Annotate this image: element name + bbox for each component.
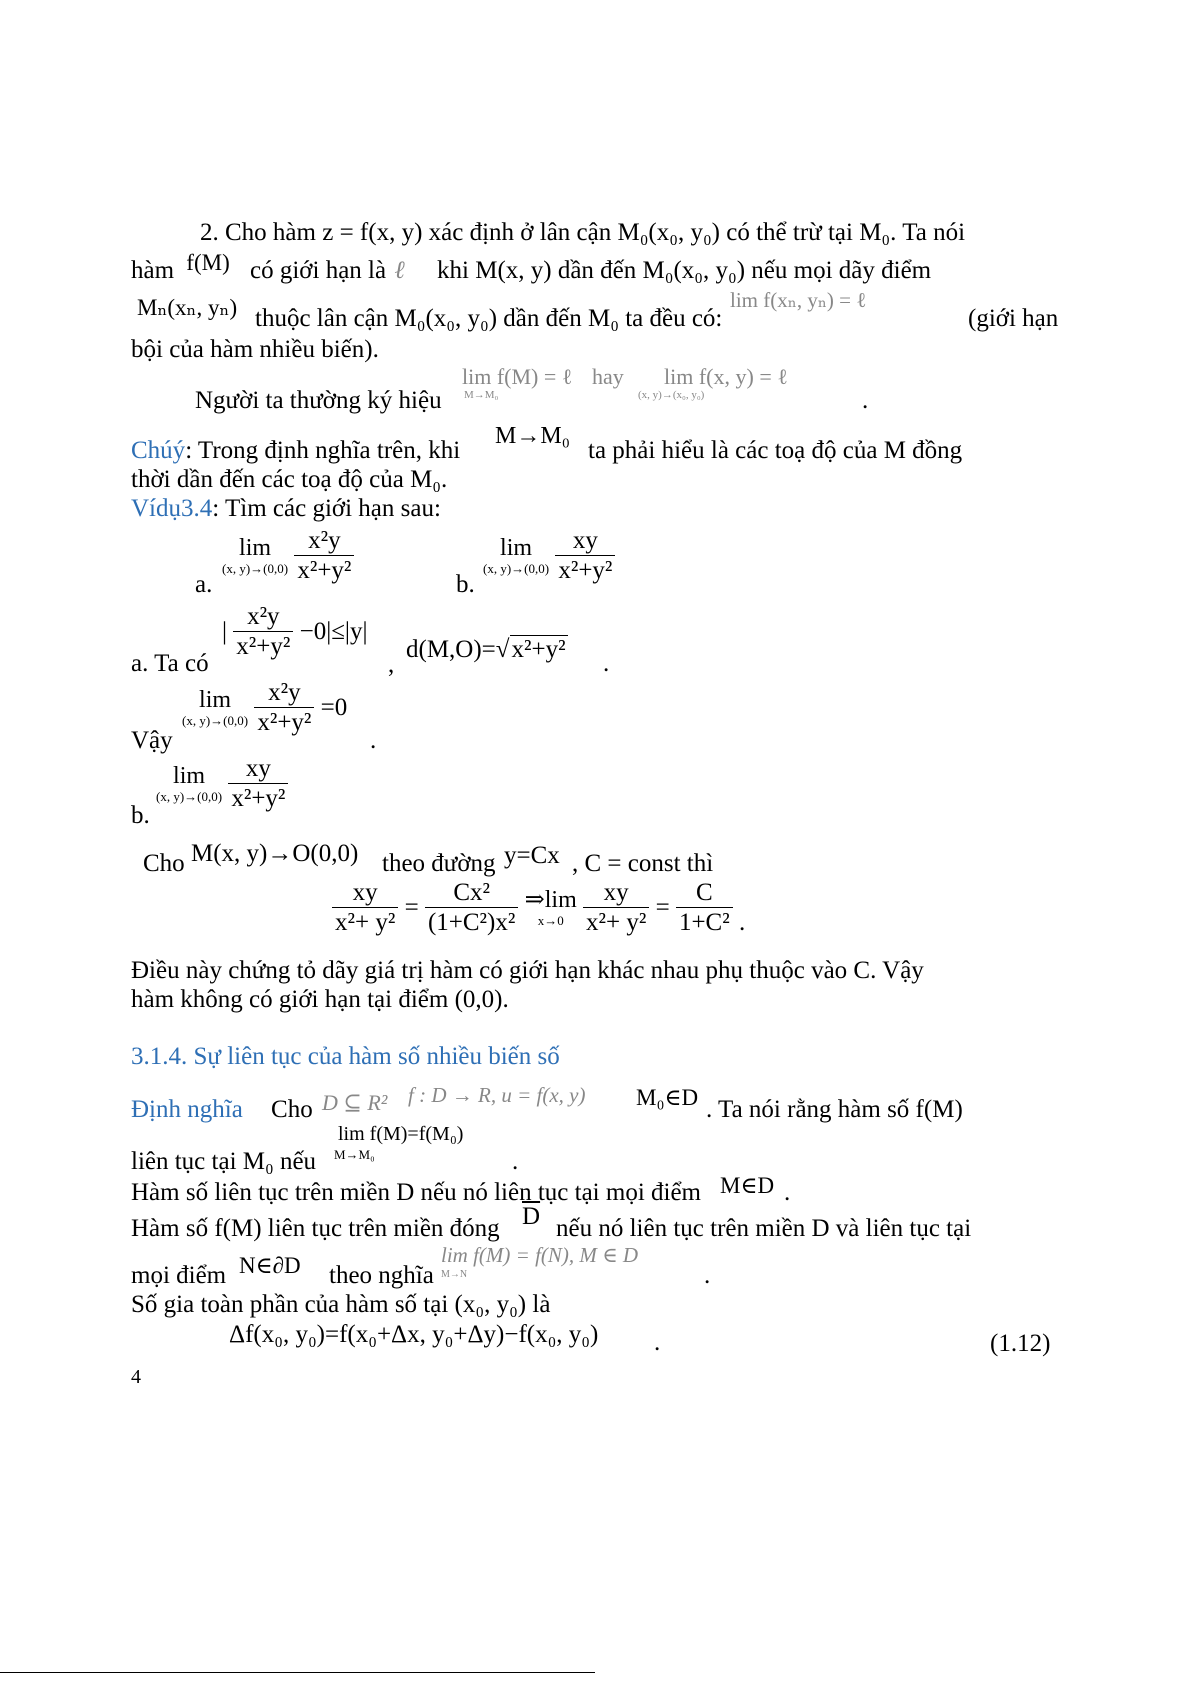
line3-dot: . <box>784 1179 791 1206</box>
lim-under: (x, y)→(0,0) <box>222 561 289 576</box>
denominator: x²+ y² <box>586 909 647 936</box>
denominator: x²+y² <box>297 557 352 584</box>
footer-rule <box>0 1672 595 1673</box>
vidu-label: Vídụ3.4 <box>131 495 213 522</box>
definition-line-1 <box>131 1097 313 1122</box>
ell-symbol: ℓ <box>394 257 405 284</box>
example-b-label: b. <box>456 571 475 598</box>
sqrt-content: x²+y² <box>511 636 566 663</box>
limit-operator <box>156 764 222 803</box>
conclusion-line-1: Điều này chứng tỏ dãy giá trị hàm có giới hạn khác nhau phụ thuộc vào C. Vậy <box>131 957 924 984</box>
implies-lim: ⇒lim <box>524 887 577 913</box>
sol-a-text: a. Ta có <box>131 650 209 677</box>
numerator: C <box>676 880 733 908</box>
notation-dot: . <box>862 387 869 414</box>
text: có giới hạn là <box>249 257 387 284</box>
domain-expr: D ⊆ R² <box>322 1090 388 1115</box>
notation-hay: hay <box>592 364 624 389</box>
notation-expr2: lim f(x, y) = ℓ <box>664 364 788 389</box>
example-a-expr <box>222 528 354 583</box>
abs-tail: −0|≤|y| <box>299 618 368 645</box>
seq-limit-expr: lim f(xₙ, yₙ) = ℓ <box>730 288 867 312</box>
vay-dot: . <box>370 727 377 754</box>
denominator: (1+C²)x² <box>427 909 516 936</box>
lim-word: lim <box>239 535 272 561</box>
limit-operator <box>483 536 549 575</box>
text: khi M(x, y) dần đến M₀(x₀, y₀) nếu mọi dãy điểm <box>437 257 932 284</box>
limit-operator <box>182 688 248 727</box>
line3-point: M∈D <box>720 1173 775 1198</box>
conclusion-line-2: hàm không có giới hạn tại điểm (0,0). <box>131 986 509 1013</box>
lim-under: x→0 <box>537 913 564 928</box>
fraction <box>233 604 293 659</box>
fraction <box>676 880 733 935</box>
lim-word: lim <box>199 687 232 713</box>
fraction <box>332 880 398 935</box>
cho-text: Cho <box>143 850 185 877</box>
equation-number: (1.12) <box>990 1330 1051 1357</box>
text: : Trong định nghĩa trên, khi <box>185 437 461 464</box>
fraction <box>294 528 354 583</box>
para-line-3-tail: (giới hạn <box>968 305 1059 332</box>
f-of-m: f(M) <box>186 250 230 275</box>
vidu-line <box>131 496 441 521</box>
lim-under: (x, y)→(0,0) <box>156 789 223 804</box>
chu-y-expr: M→M₀ <box>495 423 571 449</box>
sol-a-abs: | $\frac{\text{x²y}}{\text{x²+y²}}$ −0|≤|y| <box>222 603 368 660</box>
denominator: x²+ y² <box>335 909 396 936</box>
section-title: 3.1.4. Sự liên tục của hàm số nhiều biến số <box>131 1043 560 1070</box>
vay-expr <box>182 680 347 735</box>
definition-line-4-a: Hàm số f(M) liên tục trên miền đóng <box>131 1215 500 1242</box>
sequence-mn: Mₙ(xₙ, yₙ) <box>137 295 238 320</box>
para-line-4: bội của hàm nhiều biến). <box>131 336 379 363</box>
distance-formula: d(M,O)=√x²+y² <box>406 636 566 663</box>
increment-formula: Δf(x₀, y₀)=f(x₀+Δx, y₀+Δy)−f(x₀, y₀) <box>229 1321 599 1348</box>
fraction <box>583 880 649 935</box>
limit-operator <box>525 888 577 927</box>
denominator: x²+y² <box>257 709 312 736</box>
numerator: x²y <box>294 528 354 556</box>
denominator: x²+y² <box>231 785 286 812</box>
fraction <box>254 680 314 735</box>
fraction <box>228 756 288 811</box>
distance-lhs: d(M,O)= <box>406 636 496 663</box>
numerator: xy <box>583 880 649 908</box>
example-b-expr <box>483 528 615 583</box>
cont-limit-under: M→M₀ <box>334 1147 375 1162</box>
lim-word: lim <box>500 535 533 561</box>
line5-dot: . <box>704 1262 711 1289</box>
denominator: 1+C² <box>678 909 730 936</box>
formula-dot: . <box>654 1329 661 1356</box>
definition-line-6: Số gia toàn phần của hàm số tại (x₀, y₀) là <box>131 1291 551 1318</box>
const-text: , C = const thì <box>572 850 714 877</box>
numerator: xy <box>332 880 398 908</box>
example-a-label: a. <box>195 571 213 598</box>
definition-line-5-b: theo nghĩa <box>329 1262 434 1289</box>
definition-line-2-dot: . <box>512 1148 519 1175</box>
definition-line-2: liên tục tại M₀ nếu <box>131 1148 317 1175</box>
chu-y-line-1 <box>131 438 460 463</box>
numerator: xy <box>555 528 615 556</box>
closed-domain: $\overline{D}$ <box>522 1203 541 1230</box>
denominator: x²+y² <box>558 557 613 584</box>
para-line-2 <box>131 250 932 284</box>
chu-y-text-b: ta phải hiểu là các toạ độ của M đồng <box>588 437 963 464</box>
definition-tail: . Ta nói rằng hàm số f(M) <box>706 1096 963 1123</box>
limit-operator <box>222 536 288 575</box>
definition-label: Định nghĩa <box>131 1096 243 1123</box>
numerator: xy <box>228 756 288 784</box>
definition-line-5-a: mọi điểm <box>131 1262 227 1289</box>
notation-expr1-under: M→M₀ <box>464 389 499 401</box>
text: Cho <box>271 1096 313 1123</box>
para-line-3: thuộc lân cận M₀(x₀, y₀) dần đến M₀ ta đều có: <box>255 305 723 332</box>
point-expr: M₀∈D <box>636 1085 699 1110</box>
sol-a-dot: . <box>603 650 610 677</box>
numerator: x²y <box>254 680 314 708</box>
lim-word: lim <box>173 763 206 789</box>
notation-expr1: lim f(M) = ℓ <box>462 364 573 389</box>
path-expr: M(x, y)→O(0,0) <box>191 840 359 867</box>
lim-under: (x, y)→(0,0) <box>483 561 550 576</box>
sol-a-comma: , <box>388 651 395 678</box>
equals-zero: =0 <box>320 694 348 721</box>
line-expr: y=Cx <box>504 842 560 869</box>
path-computation: $\frac{xy}{\text{x²+ y²}}$ = $\frac{\text{Cx²}}{\text{(1+C²)x²}}$ ⇒lim x→0 $\frac{xy}{\text{x²+ y²}}$ = $\frac{C}{\text{1+C²}}$ . <box>332 880 745 935</box>
para-line-1: 2. Cho hàm z = f(x, y) xác định ở lân cận M₀(x₀, y₀) có thể trừ tại M₀. Ta nói <box>200 219 966 246</box>
numerator: Cx² <box>425 880 518 908</box>
boundary-limit-under: M→N <box>441 1269 468 1280</box>
notation-expr2-under: (x, y)→(x₀, y₀) <box>638 389 705 401</box>
vay-text: Vậy <box>131 727 173 754</box>
notation-text: Người ta thường ký hiệu <box>195 387 442 414</box>
text: : Tìm các giới hạn sau: <box>212 495 441 522</box>
numerator: x²y <box>233 604 293 632</box>
denominator: x²+y² <box>236 633 291 660</box>
sol-b-label: b. <box>131 802 150 829</box>
definition-line-4-b: nếu nó liên tục trên miền D và liên tục tại <box>556 1215 972 1242</box>
cont-limit-expr: lim f(M)=f(M₀) <box>338 1123 464 1145</box>
page-number: 4 <box>131 1366 141 1388</box>
boundary-limit: lim f(M) = f(N), M ∈ D <box>441 1243 639 1267</box>
boundary-point: N∈∂D <box>239 1253 301 1278</box>
sol-b-expr <box>156 756 288 811</box>
map-expr: f : D → R, u = f(x, y) <box>408 1083 586 1107</box>
fraction <box>425 880 518 935</box>
definition-line-3: Hàm số liên tục trên miền D nếu nó liên tục tại mọi điểm <box>131 1179 702 1206</box>
chu-y-line-2: thời dần đến các toạ độ của M₀. <box>131 466 448 493</box>
theo-duong: theo đường <box>382 850 496 877</box>
lim-under: (x, y)→(0,0) <box>182 713 249 728</box>
fraction <box>555 528 615 583</box>
chu-y-label: Chúý <box>131 437 186 464</box>
text: hàm <box>131 257 175 284</box>
